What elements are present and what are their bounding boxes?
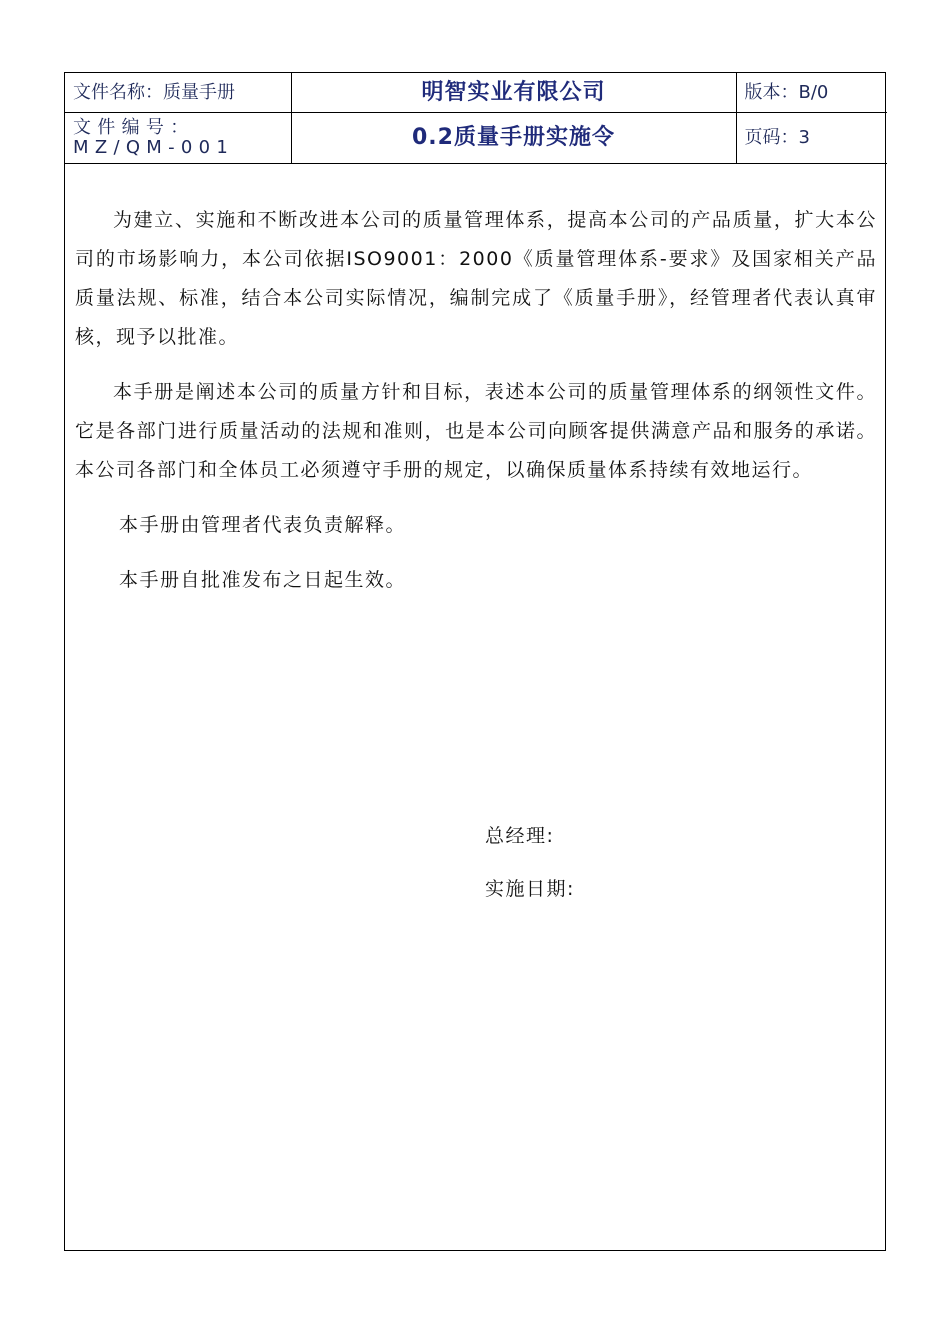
file-number-cell: 文件编号：MZ/QM-001 — [65, 113, 291, 164]
interpretation-statement: 本手册由管理者代表负责解释。 — [119, 514, 407, 536]
document-frame — [64, 72, 886, 1251]
company-name: 明智实业有限公司 — [291, 73, 736, 113]
version-cell: 版本：B/0 — [736, 73, 887, 113]
body-paragraph-1: 为建立、实施和不断改进本公司的质量管理体系，提高本公司的产品质量，扩大本公司的市场影响力，本公司依据ISO9001：2000《质量管理体系-要求》及国家相关产品质量法规、标准，结合本公司实际情况，编制完成了《质量手册》，经管理者代表认真审核，现予以批准。 — [75, 209, 877, 348]
effective-statement: 本手册自批准发布之日起生效。 — [119, 569, 407, 591]
general-manager-label: 总经理: — [485, 825, 555, 847]
document-header-table — [65, 73, 887, 164]
body-paragraph-2: 本手册是阐述本公司的质量方针和目标，表述本公司的质量管理体系的纲领性文件。它是各部门进行质量活动的法规和准则，也是本公司向顾客提供满意产品和服务的承诺。本公司各部门和全体员工必须遵守手册的规定，以确保质量体系持续有效地运行。 — [75, 381, 877, 481]
implementation-date-label: 实施日期: — [485, 878, 575, 900]
document-body — [75, 201, 877, 616]
file-name-cell: 文件名称：质量手册 — [65, 73, 291, 113]
document-title: 0.2质量手册实施令 — [291, 113, 736, 164]
page-number-cell: 页码：3 — [736, 113, 887, 164]
